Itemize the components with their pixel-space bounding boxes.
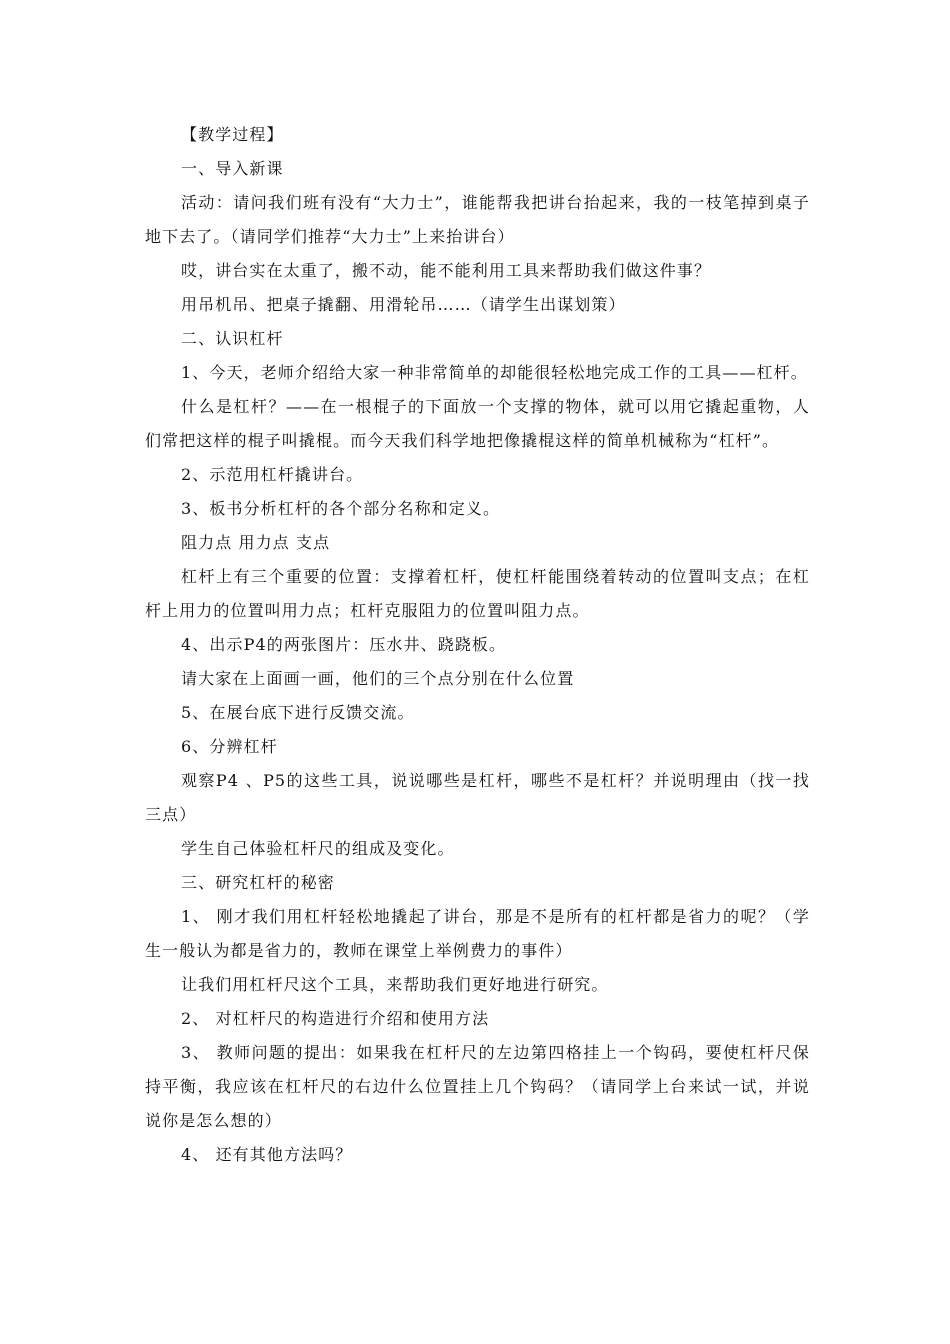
paragraph: 2、 对杠杆尺的构造进行介绍和使用方法 [181, 1009, 490, 1028]
paragraph: 学生自己体验杠杆尺的组成及变化。 [181, 839, 455, 858]
paragraph: 5、在展台底下进行反馈交流。 [181, 703, 415, 722]
paragraph: 杠杆上有三个重要的位置：支撑着杠杆，使杠杆能围绕着转动的位置叫支点；在杠杆上用力的位置叫用力点；杠杆克服阻力的位置叫阻力点。 [145, 567, 810, 620]
paragraph: 哎，讲台实在太重了，搬不动，能不能利用工具来帮助我们做这件事？ [181, 261, 712, 280]
paragraph: 活动：请问我们班有没有“大力士”，谁能帮我把讲台抬起来，我的一枝笔掉到桌子地下去了。（请同学们推荐“大力士”上来抬讲台） [145, 193, 810, 246]
paragraph: 2、示范用杠杆撬讲台。 [181, 465, 364, 484]
paragraph: 1、 刚才我们用杠杆轻松地撬起了讲台，那是不是所有的杠杆都是省力的呢？（学生一般认为都是省力的，教师在课堂上举例费力的事件） [145, 907, 810, 960]
section-heading-lever-secret: 三、研究杠杆的秘密 [181, 873, 335, 892]
paragraph: 4、 还有其他方法吗？ [181, 1145, 353, 1164]
paragraph: 什么是杠杆？——在一根棍子的下面放一个支撑的物体，就可以用它撬起重物，人们常把这样的棍子叫撬棍。而今天我们科学地把像撬棍这样的简单机械称为“杠杆”。 [145, 397, 810, 450]
paragraph: 3、 教师问题的提出：如果我在杠杆尺的左边第四格挂上一个钩码，要使杠杆尺保持平衡，我应该在杠杆尺的右边什么位置挂上几个钩码？（请同学上台来试一试，并说说你是怎么想的） [145, 1043, 810, 1130]
section-heading-introduction: 一、导入新课 [181, 159, 284, 178]
paragraph: 阻力点 用力点 支点 [181, 533, 331, 552]
paragraph: 请大家在上面画一画，他们的三个点分别在什么位置 [181, 669, 575, 688]
paragraph: 用吊机吊、把桌子撬翻、用滑轮吊……（请学生出谋划策） [181, 295, 626, 314]
document-body [145, 118, 810, 1172]
paragraph: 让我们用杠杆尺这个工具，来帮助我们更好地进行研究。 [181, 975, 609, 994]
paragraph: 1、今天，老师介绍给大家一种非常简单的却能很轻松地完成工作的工具——杠杆。 [181, 363, 808, 382]
section-heading-teaching-process: 【教学过程】 [181, 125, 284, 144]
paragraph: 6、分辨杠杆 [181, 737, 278, 756]
paragraph: 3、板书分析杠杆的各个部分名称和定义。 [181, 499, 501, 518]
section-heading-understand-lever: 二、认识杠杆 [181, 329, 284, 348]
paragraph: 4、出示P4的两张图片：压水井、跷跷板。 [181, 635, 507, 654]
paragraph: 观察P4 、P5的这些工具，说说哪些是杠杆，哪些不是杠杆？并说明理由（找一找三点） [145, 771, 810, 824]
